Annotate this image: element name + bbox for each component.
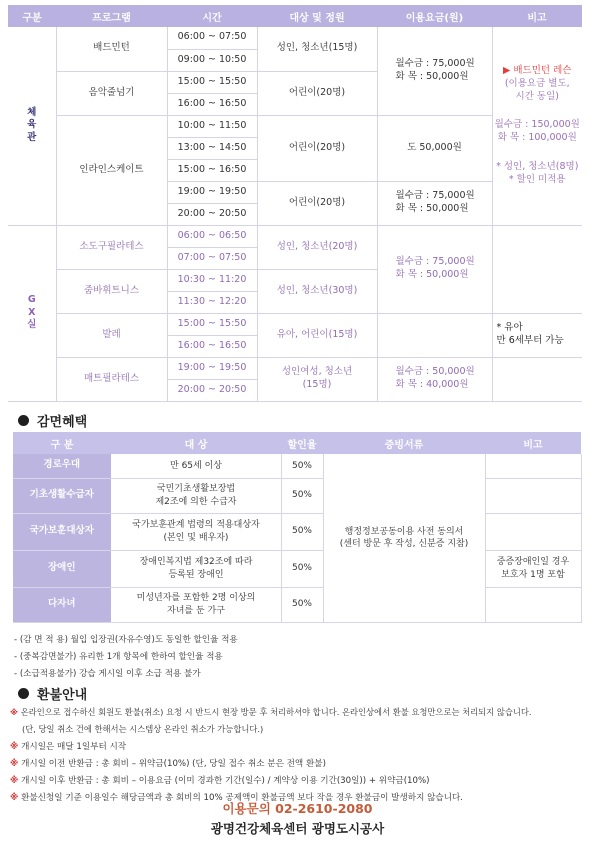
time-cell: 15:00 ~ 16:50 (167, 159, 257, 181)
time-cell: 11:30 ~ 12:20 (167, 291, 257, 313)
bullet-icon (18, 688, 29, 699)
target-cell: 어린이(20명) (257, 115, 377, 181)
refund-line: ※ 개시일 이후 반환금 : 총 회비 – 이용요금 (이미 경과한 기간(일수) / 계약상 이용 기간(30일)) + 위약금(10%) (10, 776, 430, 786)
target-cell: 유아, 어린이(15명) (257, 313, 377, 357)
discount-label: 기초생활수급자 (13, 478, 111, 513)
target-cell: 성인, 청소년(20명) (257, 225, 377, 269)
program-rope: 음악줄넘기 (56, 71, 167, 115)
discount-header-row (13, 432, 581, 454)
note-empty (492, 357, 582, 401)
contact-phone: 이용문의 02-2610-2080 (222, 801, 373, 816)
schedule-row (8, 225, 582, 247)
note-text: * 성인, 청소년(8명) (496, 160, 579, 172)
fee-cell: 도 50,000원 (377, 115, 492, 181)
refund-line: ※ 환불신청일 기준 이용일수 해당금액과 총 회비의 10% 공제액이 환불금액 보다 작을 경우 환불금이 발생하지 않습니다. (10, 793, 464, 803)
target-cell: 성인, 청소년(15명) (257, 27, 377, 71)
target-cell: 어린이(20명) (257, 71, 377, 115)
fee-cell: 월수금 : 75,000원 화 목 : 50,000원 (377, 225, 492, 313)
discount-footnote: - (소급적용불가) 강습 게시일 이후 소급 적용 불가 (14, 669, 201, 679)
note-text: 월수금 : 150,000원 (494, 119, 580, 131)
header-note: 비고 (492, 5, 582, 27)
discount-row (13, 454, 581, 478)
discount-target: 장애인복지법 제32조에 따라 등록된 장애인 (111, 550, 281, 587)
header-target: 대 상 (111, 432, 281, 454)
program-inline: 인라인스케이트 (56, 115, 167, 225)
discount-row (13, 478, 581, 513)
time-cell: 07:00 ~ 07:50 (167, 247, 257, 269)
discount-table (13, 432, 582, 623)
header-category: 구분 (8, 5, 56, 27)
discount-footnote: - (중복감면불가) 유리한 1개 항목에 한하여 할인율 적용 (14, 652, 223, 662)
discount-note (485, 513, 581, 550)
discount-target: 만 65세 이상 (111, 454, 281, 478)
bullet-icon (18, 415, 29, 426)
discount-rate: 50% (281, 454, 323, 478)
time-cell: 16:00 ~ 16:50 (167, 93, 257, 115)
time-cell: 20:00 ~ 20:50 (167, 379, 257, 401)
category-gx: G X 실 (8, 225, 56, 401)
discount-target: 국가보훈관계 법령의 적용대상자 (본인 및 배우자) (111, 513, 281, 550)
header-time: 시간 (167, 5, 257, 27)
time-cell: 10:30 ~ 11:20 (167, 269, 257, 291)
schedule-header-row (8, 5, 582, 27)
discount-target: 미성년자를 포함한 2명 이상의 자녀를 둔 가구 (111, 587, 281, 622)
discount-title-text: 감면혜택 (37, 415, 88, 430)
discount-label: 국가보훈대상자 (13, 513, 111, 550)
header-fee: 이용요금(원) (377, 5, 492, 27)
discount-note: 중증장애인일 경우 보호자 1명 포함 (485, 550, 581, 587)
discount-rate: 50% (281, 550, 323, 587)
discount-row (13, 587, 581, 622)
note-text: 화 목 : 100,000원 (497, 132, 577, 144)
category-gym: 체 육 관 (8, 27, 56, 225)
discount-note (485, 478, 581, 513)
header-program: 프로그램 (56, 5, 167, 27)
time-cell: 20:00 ~ 20:50 (167, 203, 257, 225)
discount-target: 국민기초생활보장법 제2조에 의한 수급자 (111, 478, 281, 513)
note-text: * 할인 미적용 (508, 173, 566, 185)
note-empty (492, 225, 582, 313)
ballet-note: * 유아 만 6세부터 가능 (492, 313, 582, 357)
note-text: (이용요금 별도, (504, 77, 570, 89)
time-cell: 06:00 ~ 06:50 (167, 225, 257, 247)
time-cell: 06:00 ~ 07:50 (167, 27, 257, 49)
refund-title-text: 환불안내 (37, 688, 88, 703)
proof-cell: 행정정보공동이용 사전 동의서 (센터 방문 후 작성, 신분증 지참) (323, 454, 485, 622)
refund-line: ※ 개시일 이전 반환금 : 총 회비 – 위약금(10%) (단, 당일 접수 취소 분은 전액 환불) (10, 759, 326, 769)
refund-line: ※ 온라인으로 접수하신 회원도 환불(취소) 요청 시 반드시 현장 방문 후 처리하셔야 합니다. 온라인상에서 환불 요청만으로는 처리되지 않습니다. (10, 707, 532, 717)
program-ballet: 발레 (56, 313, 167, 357)
header-proof: 증빙서류 (323, 432, 485, 454)
refund-line: (단, 당일 취소 건에 한해서는 시스템상 온라인 취소가 가능합니다.) (22, 724, 264, 734)
fee-cell: 월수금 : 50,000원 화 목 : 40,000원 (377, 357, 492, 401)
discount-rate: 50% (281, 587, 323, 622)
target-cell: 성인, 청소년(30명) (257, 269, 377, 313)
note-text: 시간 동일) (515, 90, 559, 102)
discount-label: 다자녀 (13, 587, 111, 622)
fee-cell: 월수금 : 75,000원 화 목 : 50,000원 (377, 27, 492, 115)
time-cell: 16:00 ~ 16:50 (167, 335, 257, 357)
refund-line: ※ 개시일은 매달 1일부터 시작 (10, 742, 127, 752)
discount-section-title (18, 411, 87, 430)
program-zumba: 줌바휘트니스 (56, 269, 167, 313)
time-cell: 09:00 ~ 10:50 (167, 49, 257, 71)
schedule-row (8, 313, 582, 335)
organization-name: 광명건강체육센터 광명도시공사 (210, 821, 385, 836)
time-cell: 19:00 ~ 19:50 (167, 357, 257, 379)
schedule-row (8, 357, 582, 379)
header-target: 대상 및 정원 (257, 5, 377, 27)
discount-row (13, 513, 581, 550)
header-note: 비고 (485, 432, 581, 454)
discount-note (485, 587, 581, 622)
discount-rate: 50% (281, 513, 323, 550)
discount-footnote: - (감 면 적 용) 월입 입장권(자유수영)도 동일한 할인율 적용 (14, 635, 238, 645)
discount-note (485, 454, 581, 478)
target-cell: 어린이(20명) (257, 181, 377, 225)
target-cell: 성인여성, 청소년 (15명) (257, 357, 377, 401)
time-cell: 15:00 ~ 15:50 (167, 313, 257, 335)
schedule-table (8, 5, 582, 402)
time-cell: 13:00 ~ 14:50 (167, 137, 257, 159)
fee-cell: 월수금 : 75,000원 화 목 : 50,000원 (377, 181, 492, 225)
time-cell: 15:00 ~ 15:50 (167, 71, 257, 93)
program-mat-pilates: 매트필라테스 (56, 357, 167, 401)
header-rate: 할인율 (281, 432, 323, 454)
fee-empty (377, 313, 492, 357)
discount-rate: 50% (281, 478, 323, 513)
program-soft-pilates: 소도구필라테스 (56, 225, 167, 269)
header-category: 구 분 (13, 432, 111, 454)
lesson-note: ▶ 배드민턴 레슨 (503, 64, 572, 76)
schedule-row (8, 27, 582, 49)
program-badminton: 배드민턴 (56, 27, 167, 71)
time-cell: 10:00 ~ 11:50 (167, 115, 257, 137)
gym-note-cell (492, 27, 582, 225)
discount-label: 장애인 (13, 550, 111, 587)
time-cell: 19:00 ~ 19:50 (167, 181, 257, 203)
refund-section-title (18, 684, 87, 703)
discount-row (13, 550, 581, 587)
discount-label: 경로우대 (13, 454, 111, 478)
